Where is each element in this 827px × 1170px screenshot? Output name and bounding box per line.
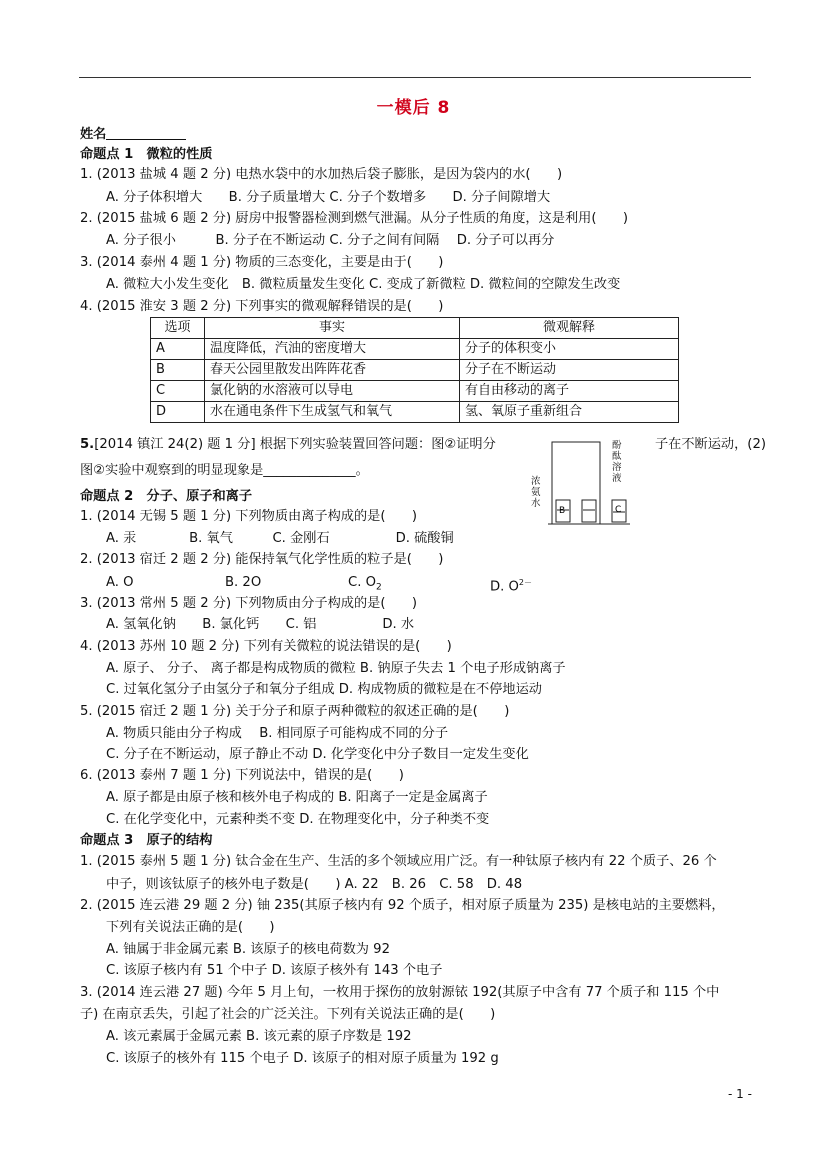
question-1-1-options: A. 分子体积增大 B. 分子质量增大 C. 分子个数增多 D. 分子间隙增大 bbox=[106, 190, 551, 205]
option-d-text: D. O bbox=[490, 579, 519, 595]
question-1-2: 2. (2015 盐城 6 题 2 分) 厨房中报警器检测到燃气泄漏。从分子性质的角度，这是利用( ) bbox=[80, 211, 629, 226]
question-1-3-options: A. 微粒大小发生变化 B. 微粒质量发生变化 C. 变成了新微粒 D. 微粒间的空隙发生改变 bbox=[106, 277, 621, 292]
table-cell: 分子在不断运动 bbox=[460, 360, 679, 381]
question-2-5-options-1: A. 物质只能由分子构成 B. 相同原子可能构成不同的分子 bbox=[106, 726, 449, 741]
question-1-4: 4. (2015 淮安 3 题 2 分) 下列事实的微观解释错误的是( ) bbox=[80, 299, 444, 314]
question-5-number: 5. bbox=[80, 437, 95, 452]
question-5 bbox=[80, 436, 496, 454]
question-2-1-options: A. 汞 B. 氧气 C. 金刚石 D. 硫酸铜 bbox=[106, 531, 454, 546]
section-heading-1: 命题点 1 微粒的性质 bbox=[80, 147, 213, 162]
question-3-1-cont: 中子，则该钛原子的核外电子数是( ) A. 22 B. 26 C. 58 D. 48 bbox=[106, 877, 523, 892]
table-row bbox=[151, 402, 679, 423]
label-phenolphthalein: 酚酞溶液 bbox=[612, 440, 622, 484]
question-3-2-options-1: A. 铀属于非金属元素 B. 该原子的核电荷数为 92 bbox=[106, 942, 390, 957]
question-2-6-options-1: A. 原子都是由原子核和核外电子构成的 B. 阳离子一定是金属离子 bbox=[106, 790, 488, 805]
question-5-text: [2014 镇江 24(2) 题 1 分] 根据下列实验装置回答问题：图②证明分 bbox=[94, 437, 496, 452]
question-2-3-options: A. 氢氧化钠 B. 氯化钙 C. 铝 D. 水 bbox=[106, 617, 415, 632]
table-cell: 有自由移动的离子 bbox=[460, 381, 679, 402]
question-2-5-options-2: C. 分子在不断运动，原子静止不动 D. 化学变化中分子数目一定发生变化 bbox=[106, 747, 529, 762]
table-header-row bbox=[151, 318, 679, 339]
option-c-subscript: 2 bbox=[375, 582, 382, 593]
question-2-4-options-1: A. 原子、 分子、 离子都是构成物质的微粒 B. 钠原子失去 1 个电子形成钠离子 bbox=[106, 661, 566, 676]
question-2-3: 3. (2013 常州 5 题 2 分) 下列物质由分子构成的是( ) bbox=[80, 596, 418, 611]
question-1-3: 3. (2014 泰州 4 题 1 分) 物质的三态变化，主要是由于( ) bbox=[80, 255, 444, 270]
table-cell: 水在通电条件下生成氢气和氧气 bbox=[205, 402, 460, 423]
question-3-3-cont: 子) 在南京丢失，引起了社会的广泛关注。下列有关说法正确的是( ) bbox=[80, 1007, 496, 1022]
page-title: 一模后 8 bbox=[376, 98, 451, 118]
question-5-text-line2: 图②实验中观察到的明显现象是______________。 bbox=[80, 463, 369, 478]
question-2-1: 1. (2014 无锡 5 题 1 分) 下列物质由离子构成的是( ) bbox=[80, 509, 418, 524]
question-2-4-options-2: C. 过氧化氢分子由氢分子和氧分子组成 D. 构成物质的微粒是在不停地运动 bbox=[106, 682, 542, 697]
question-2-4: 4. (2013 苏州 10 题 2 分) 下列有关微粒的说法错误的是( ) bbox=[80, 639, 452, 654]
option-a: A. O bbox=[106, 575, 134, 590]
table-cell: C bbox=[151, 381, 205, 402]
label-ammonia: 浓氨水 bbox=[531, 476, 541, 509]
option-c-text: C. O bbox=[348, 575, 376, 590]
question-2-6-options-2: C. 在化学变化中，元素种类不变 D. 在物理变化中，分子种类不变 bbox=[106, 812, 490, 827]
option-d-superscript: 2－ bbox=[518, 578, 533, 587]
question-2-6: 6. (2013 泰州 7 题 1 分) 下列说法中，错误的是( ) bbox=[80, 768, 404, 783]
option-b: B. 2O bbox=[225, 575, 262, 590]
table-cell: 温度降低，汽油的密度增大 bbox=[205, 339, 460, 360]
name-label: 姓名 bbox=[80, 127, 107, 142]
section-heading-2: 命题点 2 分子、原子和离子 bbox=[80, 489, 253, 504]
question-3-2-options-2: C. 该原子核内有 51 个中子 D. 该原子核外有 143 个电子 bbox=[106, 963, 443, 978]
section-heading-3: 命题点 3 原子的结构 bbox=[80, 833, 213, 848]
table-header-cell: 选项 bbox=[151, 318, 205, 339]
question-2-2: 2. (2013 宿迁 2 题 2 分) 能保持氧气化学性质的粒子是( ) bbox=[80, 552, 444, 567]
option-c bbox=[348, 574, 382, 597]
table-cell: 分子的体积变小 bbox=[460, 339, 679, 360]
page-number: - 1 - bbox=[728, 1087, 752, 1101]
question-3-3-options-1: A. 该元素属于金属元素 B. 该元素的原子序数是 192 bbox=[106, 1029, 412, 1044]
label-b: B bbox=[559, 506, 566, 516]
question-3-1: 1. (2015 泰州 5 题 1 分) 钛合金在生产、生活的多个领域应用广泛。有一种钛原子核内有 22 个质子、26 个 bbox=[80, 854, 717, 869]
table-cell: 氢、氧原子重新组合 bbox=[460, 402, 679, 423]
table-row bbox=[151, 360, 679, 381]
name-blank[interactable] bbox=[106, 126, 186, 140]
question-3-3: 3. (2014 连云港 27 题) 今年 5 月上旬，一枚用于探伤的放射源铱 192(其原子中含有 77 个质子和 115 个中 bbox=[80, 985, 720, 1000]
table-header-cell: 事实 bbox=[205, 318, 460, 339]
table-header-cell: 微观解释 bbox=[460, 318, 679, 339]
explanation-table bbox=[150, 317, 679, 423]
question-3-2: 2. (2015 连云港 29 题 2 分) 铀 235(其原子核内有 92 个质子，相对原子质量为 235) 是核电站的主要燃料， bbox=[80, 898, 725, 913]
table-row bbox=[151, 381, 679, 402]
beaker-a bbox=[582, 500, 596, 522]
question-1-2-options: A. 分子很小 B. 分子在不断运动 C. 分子之间有间隔 D. 分子可以再分 bbox=[106, 233, 555, 248]
name-field[interactable] bbox=[80, 126, 186, 144]
question-2-5: 5. (2015 宿迁 2 题 1 分) 关于分子和原子两种微粒的叙述正确的是( ) bbox=[80, 704, 510, 719]
table-cell: 春天公园里散发出阵阵花香 bbox=[205, 360, 460, 381]
question-5-text-cont: 子在不断运动，(2) bbox=[655, 437, 766, 452]
label-c: C bbox=[615, 505, 622, 515]
option-d bbox=[490, 574, 532, 596]
header-rule bbox=[79, 77, 751, 78]
table-cell: 氯化钠的水溶液可以导电 bbox=[205, 381, 460, 402]
question-3-3-options-2: C. 该原子的核外有 115 个电子 D. 该原子的相对原子质量为 192 g bbox=[106, 1051, 499, 1066]
question-1-1: 1. (2013 盐城 4 题 2 分) 电热水袋中的水加热后袋子膨胀，是因为袋内的水( ) bbox=[80, 167, 563, 182]
question-3-2-cont: 下列有关说法正确的是( ) bbox=[106, 920, 275, 935]
table-cell: B bbox=[151, 360, 205, 381]
table-cell: A bbox=[151, 339, 205, 360]
table-row bbox=[151, 339, 679, 360]
table-cell: D bbox=[151, 402, 205, 423]
